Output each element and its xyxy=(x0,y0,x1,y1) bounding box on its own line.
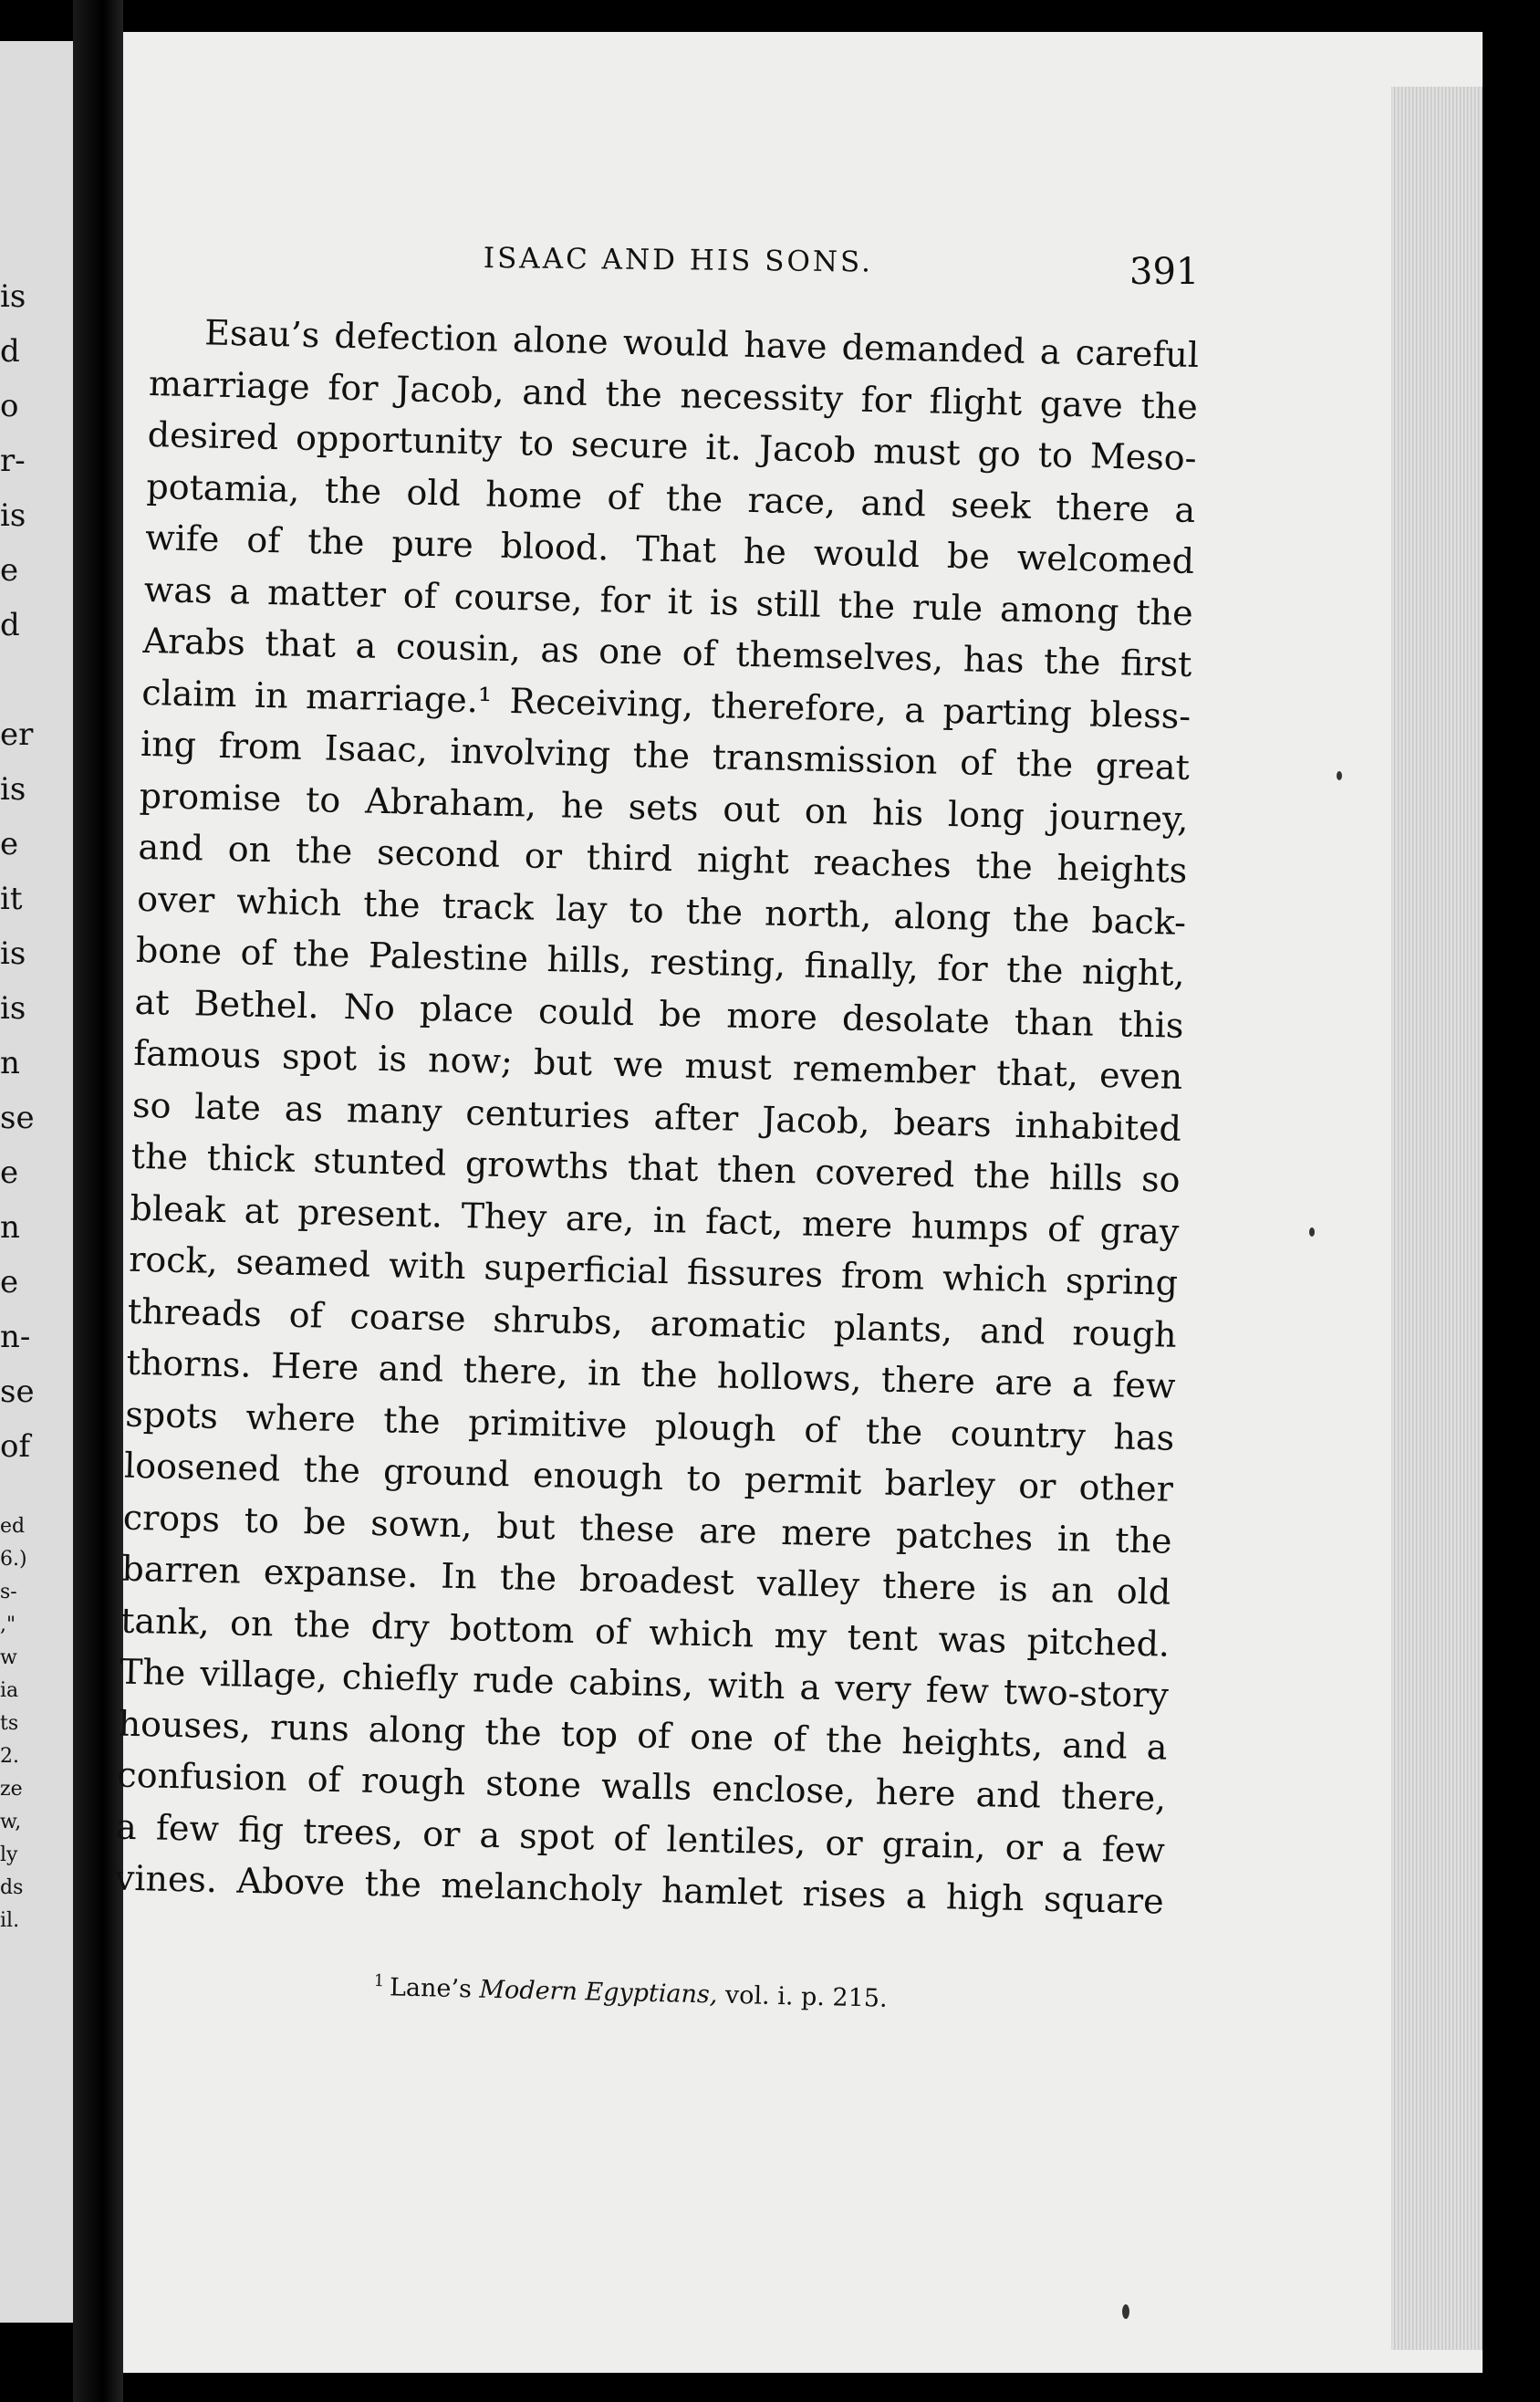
text-line: desired opportunity to secure it. Jacob must go to Meso- xyxy=(147,413,1198,479)
facing-page-footnote-fragment: ts xyxy=(0,1712,19,1735)
text-line: houses, runs along the top of one of the heights, and a xyxy=(118,1703,1168,1768)
text-line: thorns. Here and there, in the hollows, there are a few xyxy=(126,1342,1176,1406)
facing-page-footnote-fragment: ze xyxy=(0,1778,23,1801)
text-line: potamia, the old home of the race, and seek there a xyxy=(146,465,1196,530)
text-line: so late as many centuries after Jacob, bears inhabited xyxy=(131,1084,1182,1149)
facing-page-fragment: is xyxy=(0,771,26,808)
text-line: vines. Above the melancholy hamlet rises a high square xyxy=(114,1857,1165,1922)
text-line: crops to be sown, but these are mere patches in the xyxy=(122,1497,1173,1561)
facing-page-footnote-fragment: ," xyxy=(0,1614,16,1636)
page-speck xyxy=(1309,1227,1315,1237)
facing-page-fragment: is xyxy=(0,278,26,315)
facing-page-fragment: it xyxy=(0,881,23,917)
facing-page-fragment xyxy=(0,653,64,707)
facing-page-text xyxy=(0,269,64,1937)
body-text xyxy=(114,306,1199,1927)
facing-page-gap xyxy=(0,1474,64,1510)
facing-page-fragment: is xyxy=(0,935,26,972)
text-line: rock, seamed with superficial fissures from which spring xyxy=(128,1238,1179,1303)
facing-page-fragment: se xyxy=(0,1373,35,1410)
text-line: The village, chiefly rude cabins, with a very few two-story xyxy=(119,1651,1170,1716)
text-line: was a matter of course, for it is still the rule among the xyxy=(143,569,1194,633)
facing-page-footnote-fragment: 6.) xyxy=(0,1548,27,1571)
facing-page-fragment: is xyxy=(0,497,26,534)
text-line: Esau’s defection alone would have demanded a careful xyxy=(203,312,1200,376)
text-line: bleak at present. They are, in fact, mere humps of gray xyxy=(130,1187,1180,1252)
footnote-citation: vol. i. p. 215. xyxy=(724,1980,888,2013)
running-header: ISAAC AND HIS SONS. xyxy=(483,242,874,279)
text-line: over which the track lay to the north, along the back- xyxy=(136,878,1187,943)
facing-page-fragment: n xyxy=(0,1045,20,1081)
text-line: spots where the primitive plough of the country has xyxy=(124,1394,1175,1458)
facing-page-fragment: e xyxy=(0,1154,19,1191)
text-line: Arabs that a cousin, as one of themselves, has the first xyxy=(142,620,1192,684)
facing-page-fragment: e xyxy=(0,1264,19,1300)
page-speck xyxy=(1122,2304,1129,2319)
facing-page-fragment: n xyxy=(0,1209,20,1246)
facing-page-fragment: of xyxy=(0,1428,31,1465)
text-line: loosened the ground enough to permit barley or other xyxy=(123,1445,1174,1509)
facing-page-footnote-fragment: ia xyxy=(0,1679,19,1702)
facing-page-fragment: se xyxy=(0,1100,35,1136)
facing-page-fragment: is xyxy=(0,990,26,1027)
footnote-title: Modern Egyptians, xyxy=(479,1975,718,2010)
footnote-marker: 1 xyxy=(373,1971,385,1991)
facing-page-fragment: n- xyxy=(0,1319,31,1355)
facing-page-footnote-fragment: 2. xyxy=(0,1745,19,1768)
text-line: threads of coarse shrubs, aromatic plants, and rough xyxy=(127,1290,1178,1355)
facing-page-fragment: e xyxy=(0,552,19,589)
facing-page-footnote-fragment: ed xyxy=(0,1515,26,1538)
text-line: ing from Isaac, involving the transmission of the great xyxy=(140,723,1191,788)
text-line: and on the second or third night reaches the heights xyxy=(138,826,1188,891)
text-line: marriage for Jacob, and the necessity for flight gave the xyxy=(148,362,1199,427)
text-line: barren expanse. In the broadest valley there is an old xyxy=(121,1548,1171,1613)
facing-page-fragment: er xyxy=(0,716,34,753)
facing-page-fragment: e xyxy=(0,826,19,862)
facing-page-footnote-fragment: ly xyxy=(0,1843,18,1866)
facing-page-footnote-fragment: il. xyxy=(0,1909,20,1932)
facing-page-fragment: r- xyxy=(0,443,26,479)
text-line: confusion of rough stone walls enclose, here and there, xyxy=(116,1754,1167,1819)
facing-page-footnote-fragment: s- xyxy=(0,1581,17,1603)
text-line: a few fig trees, or a spot of lentiles, or grain, or a few xyxy=(115,1806,1166,1871)
page-number: 391 xyxy=(1129,251,1200,293)
page-edges xyxy=(1391,87,1483,2350)
text-line: claim in marriage.¹ Receiving, therefore, a parting bless- xyxy=(140,672,1191,736)
facing-page-fragment: o xyxy=(0,388,19,424)
facing-page-fragment: d xyxy=(0,333,20,370)
text-line: promise to Abraham, he sets out on his long journey, xyxy=(139,775,1190,840)
book-gutter xyxy=(73,0,123,2402)
page-speck xyxy=(1337,771,1342,780)
facing-page-footnote-fragment: w, xyxy=(0,1811,22,1833)
text-line: the thick stunted growths that then covered the hills so xyxy=(130,1135,1181,1200)
footnote-author: Lane’s xyxy=(389,1973,473,2004)
background-strip xyxy=(1483,0,1540,2402)
text-line: tank, on the dry bottom of which my tent was pitched. xyxy=(120,1600,1171,1665)
facing-page-footnote-fragment: ds xyxy=(0,1876,24,1899)
text-line: bone of the Palestine hills, resting, finally, for the night, xyxy=(135,929,1186,994)
facing-page-fragment: d xyxy=(0,607,20,643)
facing-page-footnote-fragment: w xyxy=(0,1646,17,1669)
text-line: wife of the pure blood. That he would be welcomed xyxy=(144,517,1195,582)
text-line: at Bethel. No place could be more desolate than this xyxy=(134,981,1184,1046)
text-line: famous spot is now; but we must remember that, even xyxy=(132,1032,1183,1097)
